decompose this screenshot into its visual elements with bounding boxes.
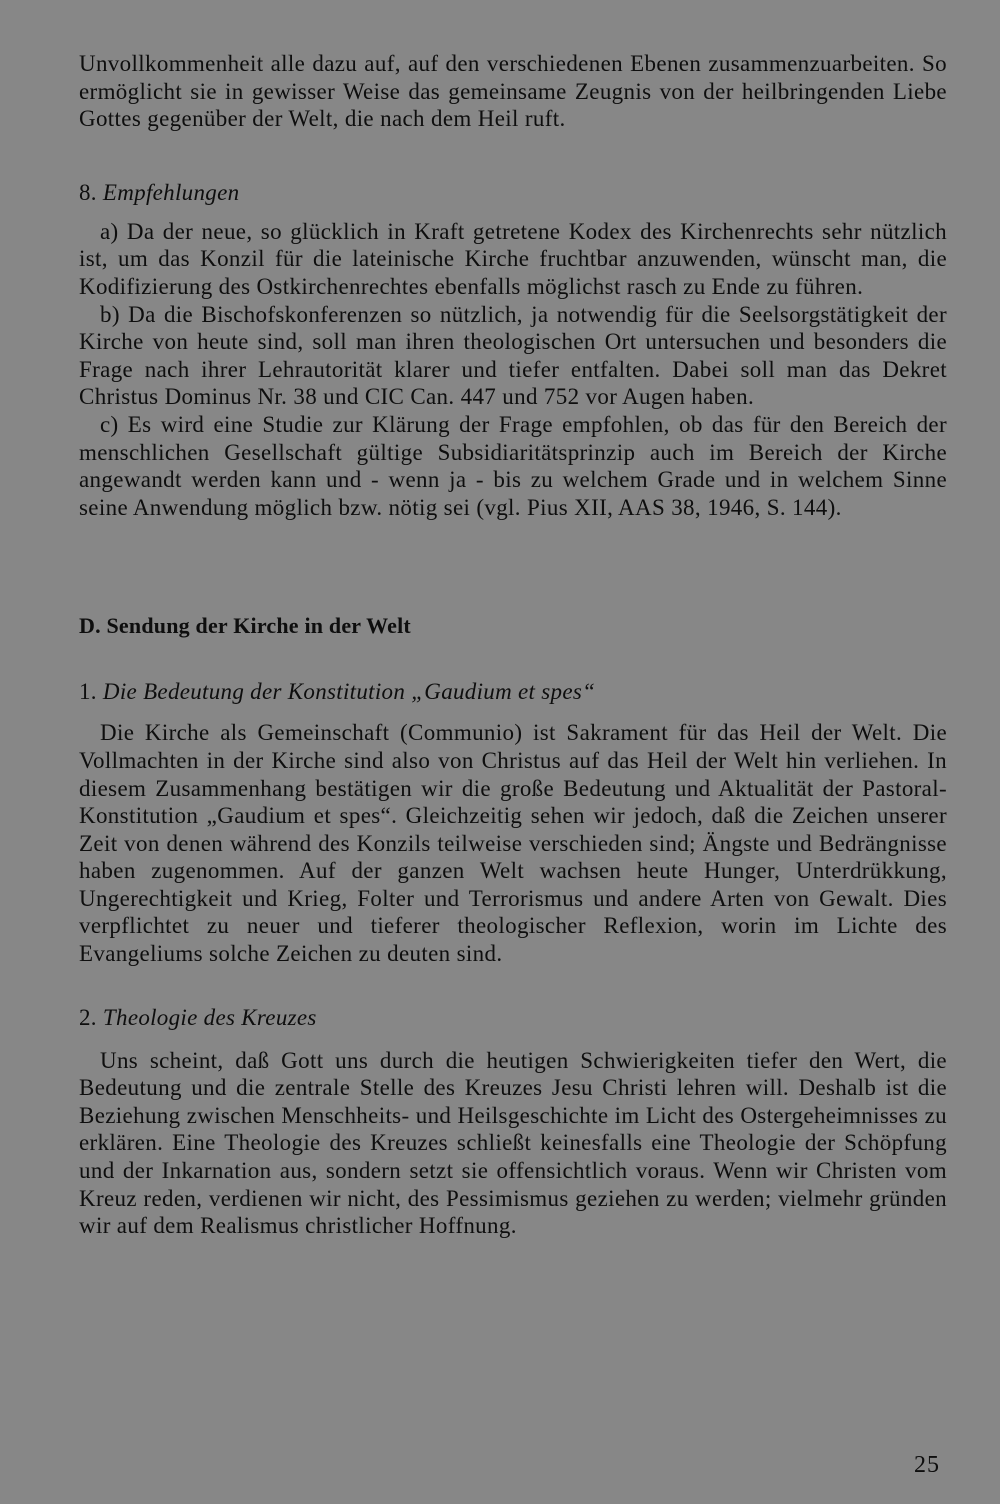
section-8-number: 8. [79,179,97,205]
subsection-2-title: Theologie des Kreuzes [102,1004,317,1030]
page-number: 25 [914,1452,940,1478]
subsection-1-number: 1. [79,679,97,705]
subsection-2-body: Uns scheint, daß Gott uns durch die heutigen Schwierigkeiten tiefer den Wert, die Bedeutung und die zentrale Stelle des Kreuzes Jesu Christi lehren will. Deshalb ist die Beziehung zwischen Menschheits- und Heilsgeschichte im Licht des Ostergeheimnisses zu erklären. Eine Theologie des Kreuzes schließt keinesfalls eine Theologie der Schöpfung und der Inkarnation aus, sondern setzt sie offensichtlich voraus. Wenn wir Christen vom Kreuz reden, verdienen wir nicht, des Pessimismus geziehen zu werden; vielmehr gründen wir auf dem Realismus christlicher Hoffnung. [79,1047,947,1239]
subsection-2-number: 2. [79,1004,97,1030]
section-8-heading [79,179,947,207]
section-8-item-c: c) Es wird eine Studie zur Klärung der Frage empfohlen, ob das für den Bereich der menschlichen Gesellschaft gültige Subsidiaritätsprinzip auch im Bereich der Kirche angewandt werden kann und - wenn ja - bis zu welchem Grade und in welchem Sinne seine Anwendung möglich bzw. nötig sei (vgl. Pius XII, AAS 38, 1946, S. 144). [79,411,947,520]
subsection-1-body: Die Kirche als Gemeinschaft (Communio) ist Sakrament für das Heil der Welt. Die Vollmachten in der Kirche sind also von Christus auf das Heil der Welt hin verliehen. In diesem Zusammenhang bestätigen wir die große Bedeutung und Aktualität der Pastoral-Konstitution „Gaudium et spes“. Gleichzeitig sehen wir jedoch, daß die Zeichen unserer Zeit von denen während des Konzils teilweise verschieden sind; Ängste und Bedrängnisse haben zugenommen. Auf der ganzen Welt wachsen heute Hunger, Unterdrükkung, Ungerechtigkeit und Krieg, Folter und Terrorismus und andere Arten von Gewalt. Dies verpflichtet zu neuer und tieferer theologischer Reflexion, worin im Lichte des Evangeliums solche Zeichen zu deuten sind. [79,720,947,967]
subsection-1-heading [79,678,947,706]
section-8-item-b: b) Da die Bischofskonferenzen so nützlich, ja notwendig für die Seelsorgstätigkeit der Kirche von heute sind, soll man ihren theologischen Ort untersuchen und besonders die Frage nach ihrer Lehrautorität klarer und tiefer entfalten. Dabei soll man das Dekret Christus Dominus Nr. 38 und CIC Can. 447 und 752 vor Augen haben. [79,301,947,410]
subsection-2-heading [79,1004,947,1032]
top-paragraph: Unvollkommenheit alle dazu auf, auf den verschiedenen Ebenen zusammenzuarbeiten. So ermöglicht sie in gewisser Weise das gemeinsame Zeugnis von der heilbringenden Liebe Gottes gegenüber der Welt, die nach dem Heil ruft. [79,51,947,132]
section-d-title: D. Sendung der Kirche in der Welt [79,613,411,639]
subsection-1-title: Die Bedeutung der Konstitution „Gaudium et spes“ [102,679,596,705]
section-8-item-a: a) Da der neue, so glücklich in Kraft getretene Kodex des Kirchenrechts sehr nützlich ist, um das Konzil für die lateinische Kirche fruchtbar anzuwenden, wünscht man, die Kodifizierung des Ostkirchenrechtes ebenfalls möglichst rasch zu Ende zu führen. [79,218,947,299]
section-8-title: Empfehlungen [102,179,240,205]
page-content [79,44,947,1240]
